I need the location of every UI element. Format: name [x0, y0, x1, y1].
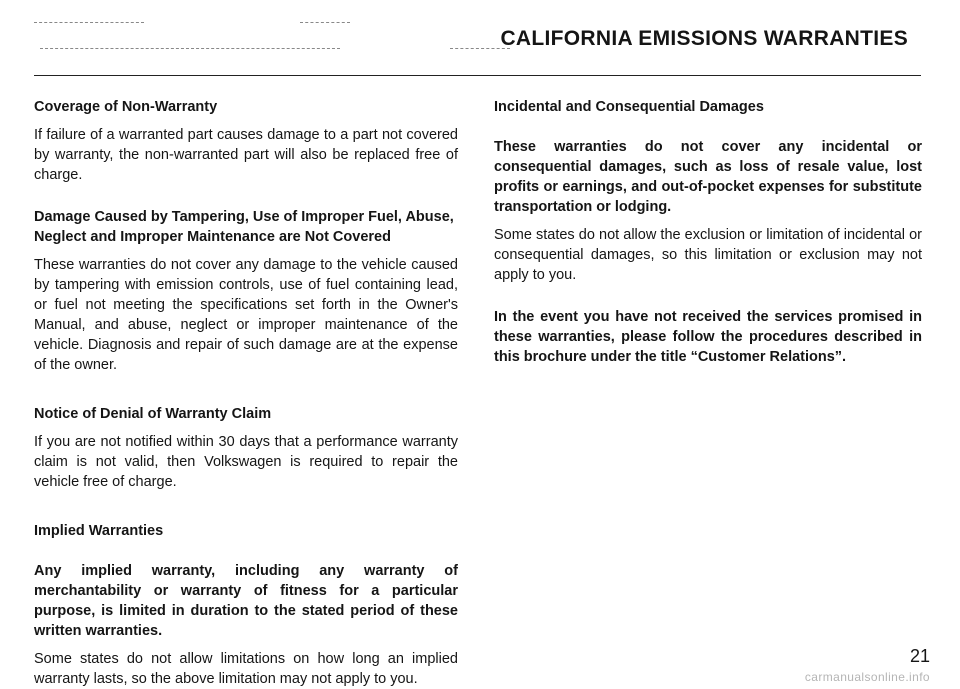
header-divider — [34, 75, 921, 76]
scan-artifact-line — [40, 48, 340, 49]
page-header-title: CALIFORNIA EMISSIONS WARRANTIES — [500, 27, 908, 50]
section-heading: Incidental and Consequential Damages — [494, 99, 764, 115]
section-heading: Damage Caused by Tampering, Use of Improper Fuel, Abuse, Neglect and Improper Maintenance are Not Covered — [34, 209, 454, 245]
section-text: If you are not notified within 30 days that a performance warranty claim is not valid, then Volkswagen is required to repair the vehicle free of charge. — [34, 434, 458, 490]
right-column — [494, 97, 922, 367]
scan-artifact-line — [300, 22, 350, 23]
scan-artifact-line — [34, 22, 144, 23]
page-number: 21 — [909, 646, 930, 666]
site-watermark: carmanualsonline.info — [804, 670, 930, 684]
section-text: Some states do not allow the exclusion or limitation of incidental or consequential damages, so this limitation or exclusion may not apply to you. — [494, 227, 922, 283]
left-column — [34, 97, 458, 689]
section-heading: Implied Warranties — [34, 523, 164, 539]
section-text: Some states do not allow limitations on how long an implied warranty lasts, so the above limitation may not apply to you. — [34, 651, 458, 687]
section-heading: Notice of Denial of Warranty Claim — [34, 406, 272, 422]
section-text: These warranties do not cover any damage to the vehicle caused by tampering with emission controls, use of fuel containing lead, or fuel not meeting the specifications set forth in the Owner's Manual, and abuse, neglect or improper maintenance of the vehicle. Diagnosis and repair of such damage are at the expense of the owner. — [34, 257, 458, 373]
section-bold-text: These warranties do not cover any incidental or consequential damages, such as loss of resale value, lost profits or earnings, and out-of-pocket expenses for substitute transportation or lodging. — [494, 139, 922, 215]
section-bold-text: Any implied warranty, including any warranty of merchantability or warranty of fitness for a particular purpose, is limited in duration to the stated period of these written warranties. — [34, 563, 458, 639]
section-text: If failure of a warranted part causes damage to a part not covered by warranty, the non-warranted part will also be replaced free of charge. — [34, 127, 458, 183]
section-heading: Coverage of Non-Warranty — [34, 99, 218, 115]
closing-bold-text: In the event you have not received the services promised in these warranties, please follow the procedures described in this brochure under the title “Customer Relations”. — [494, 309, 922, 365]
